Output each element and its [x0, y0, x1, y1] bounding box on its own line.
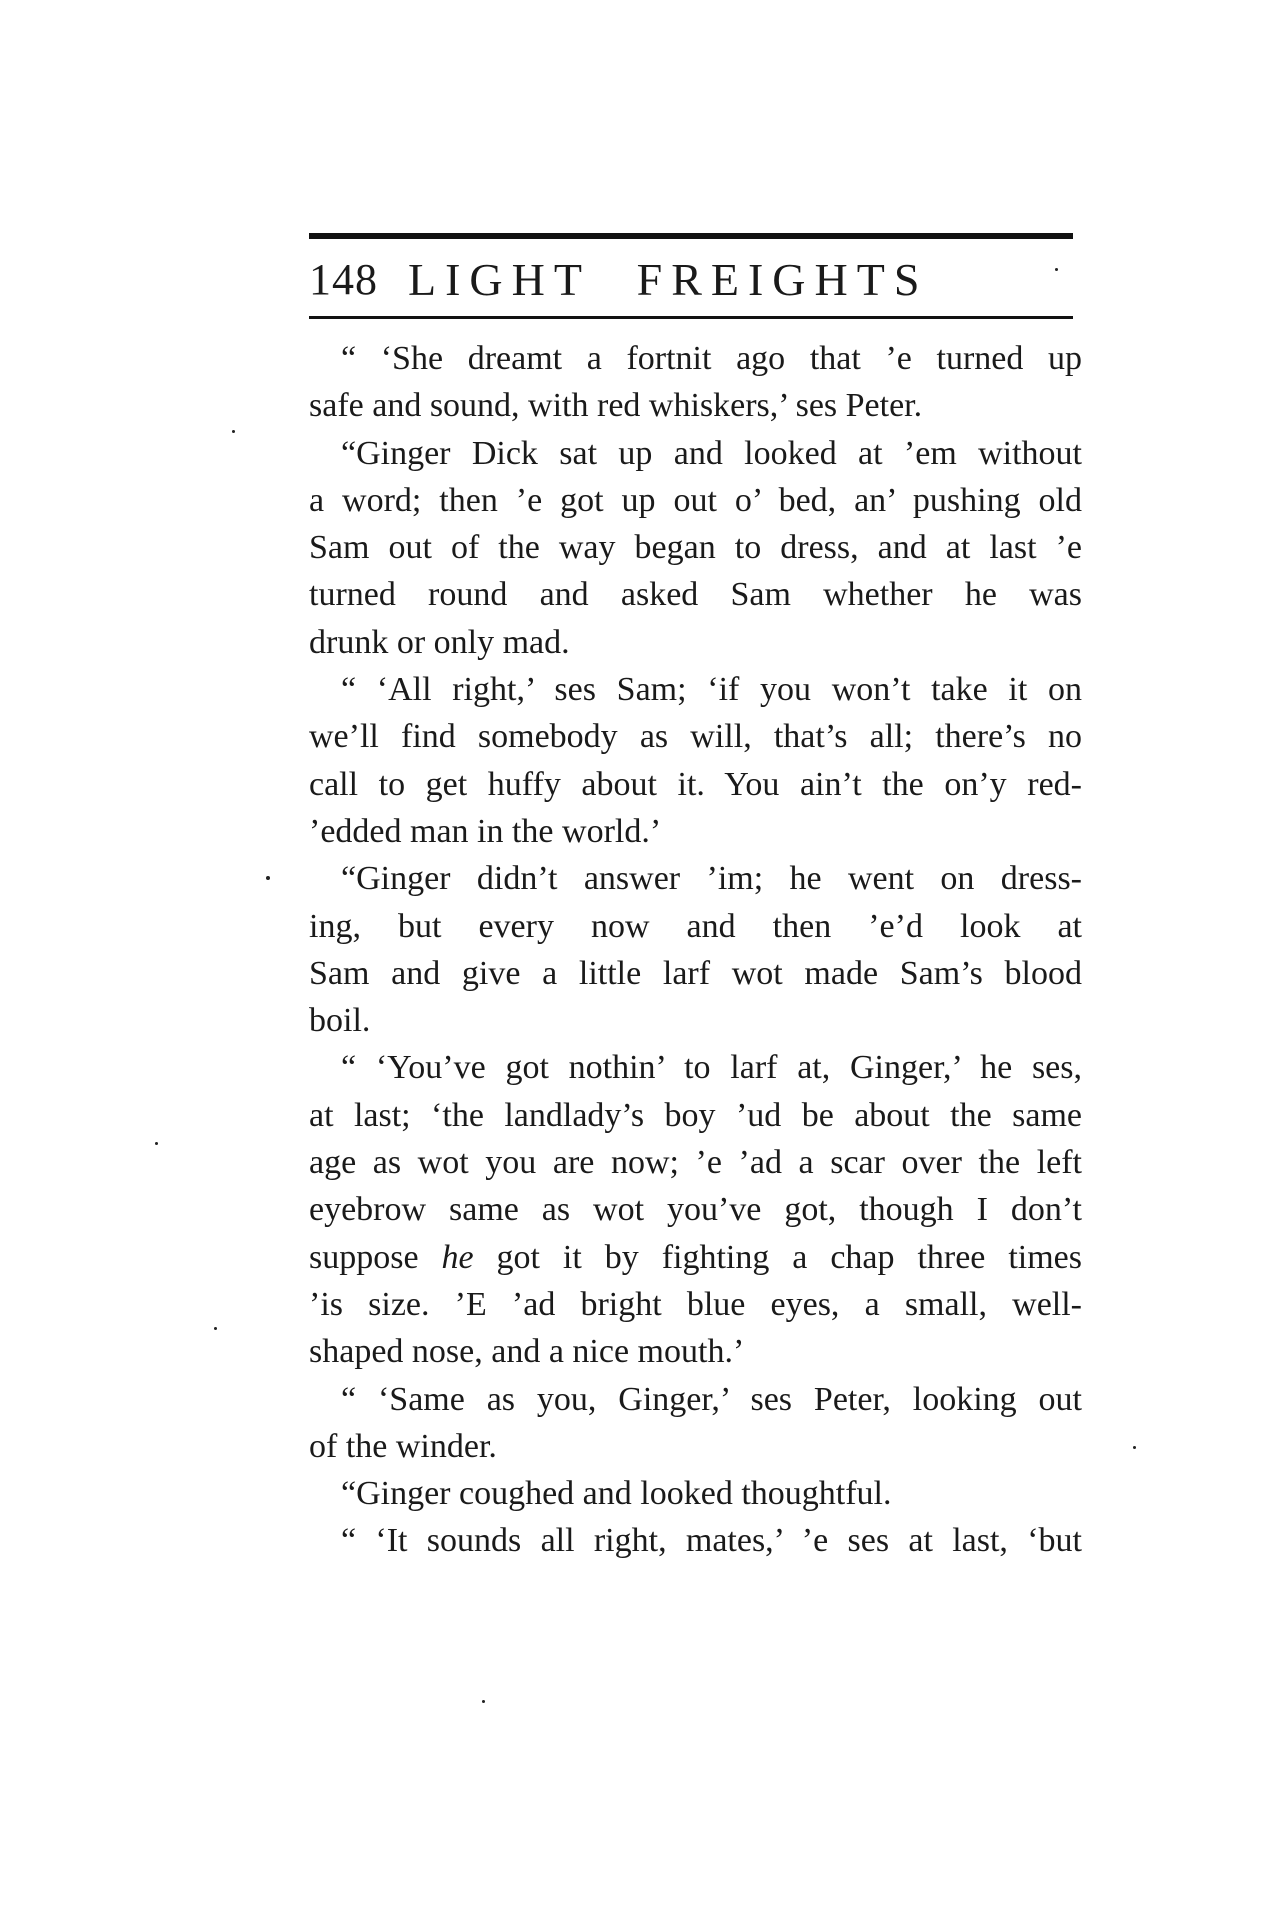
text-line: suppose he got it by fighting a chap three times	[309, 1238, 1082, 1276]
text-line: “Ginger didn’t answer ’im; he went on dress-	[341, 860, 1082, 898]
text-line: at last; ‘the landlady’s boy ’ud be about the same	[309, 1096, 1082, 1134]
page-number: 148	[309, 254, 378, 304]
emphasis: he	[441, 1238, 474, 1276]
text-line: call to get huffy about it. You ain’t the on’y red-	[309, 765, 1082, 803]
text-line: Sam and give a little larf wot made Sam’s blood	[309, 954, 1082, 992]
running-title: LIGHT FREIGHTS	[408, 253, 929, 305]
text-line: “Ginger Dick sat up and looked at ’em without	[341, 434, 1082, 472]
text-line: Sam out of the way began to dress, and at last ’e	[309, 529, 1082, 567]
text-line: a word; then ’e got up out o’ bed, an’ pushing old	[309, 481, 1082, 519]
text-line: shaped nose, and a nice mouth.’	[309, 1333, 745, 1371]
text-line: age as wot you are now; ’e ’ad a scar over the left	[309, 1144, 1082, 1182]
text-line: we’ll find somebody as will, that’s all; there’s no	[309, 718, 1082, 756]
scan-speck	[1133, 1446, 1136, 1449]
scan-speck	[1055, 268, 1058, 271]
text-line: “ ‘Same as you, Ginger,’ ses Peter, looking out	[341, 1380, 1082, 1418]
text-line: ’is size. ’E ’ad bright blue eyes, a small, well-	[309, 1285, 1082, 1323]
header-top-rule	[309, 233, 1073, 239]
page-header	[309, 248, 1073, 310]
scan-speck	[266, 876, 270, 880]
text-line: drunk or only mad.	[309, 623, 570, 661]
text-line: “Ginger coughed and looked thoughtful.	[341, 1475, 892, 1513]
text-line: “ ‘You’ve got nothin’ to larf at, Ginger,’ he ses,	[341, 1049, 1082, 1087]
text-line: eyebrow same as wot you’ve got, though I don’t	[309, 1191, 1082, 1229]
text-line: safe and sound, with red whiskers,’ ses Peter.	[309, 387, 923, 425]
text-line: ’edded man in the world.’	[309, 812, 662, 850]
text-line: “ ‘All right,’ ses Sam; ‘if you won’t take it on	[341, 671, 1082, 709]
scan-speck	[482, 1700, 485, 1703]
text-line: boil.	[309, 1002, 371, 1040]
body-text	[309, 335, 1082, 1565]
scan-speck	[155, 1142, 158, 1145]
header-bottom-rule	[309, 316, 1073, 319]
text-line: of the winder.	[309, 1427, 497, 1465]
scan-speck	[214, 1327, 217, 1330]
text-line: ing, but every now and then ’e’d look at	[309, 907, 1082, 945]
text-line: “ ‘She dreamt a fortnit ago that ’e turned up	[341, 340, 1082, 377]
text-line: “ ‘It sounds all right, mates,’ ’e ses at last, ‘but	[341, 1522, 1082, 1560]
text-line: turned round and asked Sam whether he was	[309, 576, 1082, 614]
scan-speck	[232, 430, 235, 433]
